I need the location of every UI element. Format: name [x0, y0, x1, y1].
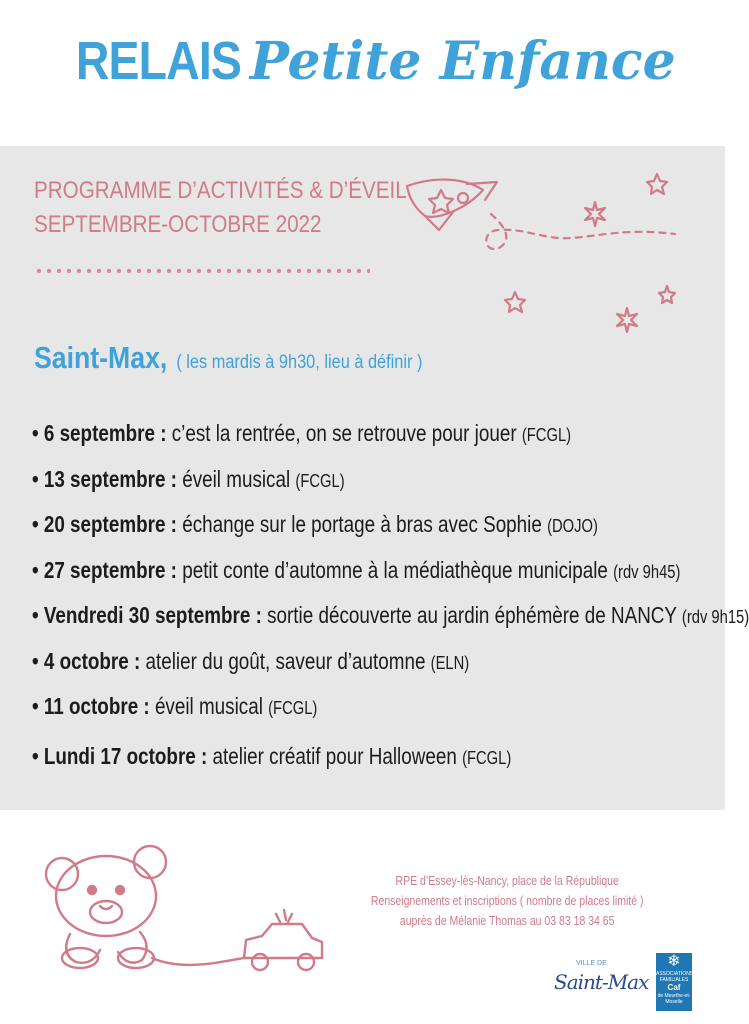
title-petite-enfance: Petite Enfance: [249, 30, 676, 92]
program-heading: [34, 174, 407, 242]
caf-logo: ❄ ASSOCIATIONS FAMILIALES Caf de Meurthe-et-Moselle: [656, 953, 692, 1011]
star-icon: [659, 286, 675, 303]
contact-info: [370, 871, 643, 931]
star-icon: [617, 308, 637, 332]
program-title: PROGRAMME D’ACTIVITÉS & D’ÉVEIL: [34, 177, 407, 204]
contact-address: RPE d’Essey-lès-Nancy, place de la République: [395, 874, 619, 888]
page-title: [0, 30, 725, 92]
rocket-trail: [486, 214, 675, 249]
list-item: • Lundi 17 octobre : atelier créatif pour Halloween (FCGL): [32, 742, 512, 769]
star-icon: [505, 292, 525, 312]
toy-car-icon: [244, 910, 322, 970]
star-icon: [585, 202, 605, 226]
program-period: SEPTEMBRE-OCTOBRE 2022: [34, 211, 322, 238]
snowflake-icon: ❄: [667, 953, 681, 970]
location-city: Saint-Max,: [34, 340, 168, 375]
list-item: • 13 septembre : éveil musical (FCGL): [32, 465, 345, 492]
contact-phone: auprès de Mélanie Thomas au 03 83 18 34 65: [399, 914, 615, 928]
activity-list: [32, 417, 749, 785]
list-item: • 27 septembre : petit conte d’automne à la médiathèque municipale (rdv 9h45): [32, 556, 681, 583]
contact-registration: Renseignements et inscriptions ( nombre de places limité ): [370, 894, 643, 908]
rocket-icon: [407, 180, 497, 230]
list-item: • 4 octobre : atelier du goût, saveur d’automne (ELN): [32, 647, 470, 674]
teddy-bear-car-illustration: [40, 840, 340, 980]
dotted-divider: [34, 268, 370, 274]
rocket-stars-illustration: [395, 168, 695, 343]
list-item: • 11 octobre : éveil musical (FCGL): [32, 693, 318, 719]
location-note: ( les mardis à 9h30, lieu à définir ): [176, 352, 423, 373]
title-relais: RELAIS: [76, 31, 242, 91]
list-item: • 20 septembre : échange sur le portage à bras avec Sophie (DOJO): [32, 511, 598, 537]
teddy-bear-icon: [46, 846, 166, 968]
list-item: • 6 septembre : c’est la rentrée, on se retrouve pour jouer (FCGL): [32, 420, 572, 446]
pull-string: [152, 958, 244, 965]
star-icon: [647, 174, 667, 194]
location-line: [34, 340, 422, 376]
list-item: • Vendredi 30 septembre : sortie découverte au jardin éphémère de NANCY (rdv 9h15): [32, 602, 749, 628]
saint-max-logo: VILLE DE Saint-Max: [554, 960, 649, 994]
